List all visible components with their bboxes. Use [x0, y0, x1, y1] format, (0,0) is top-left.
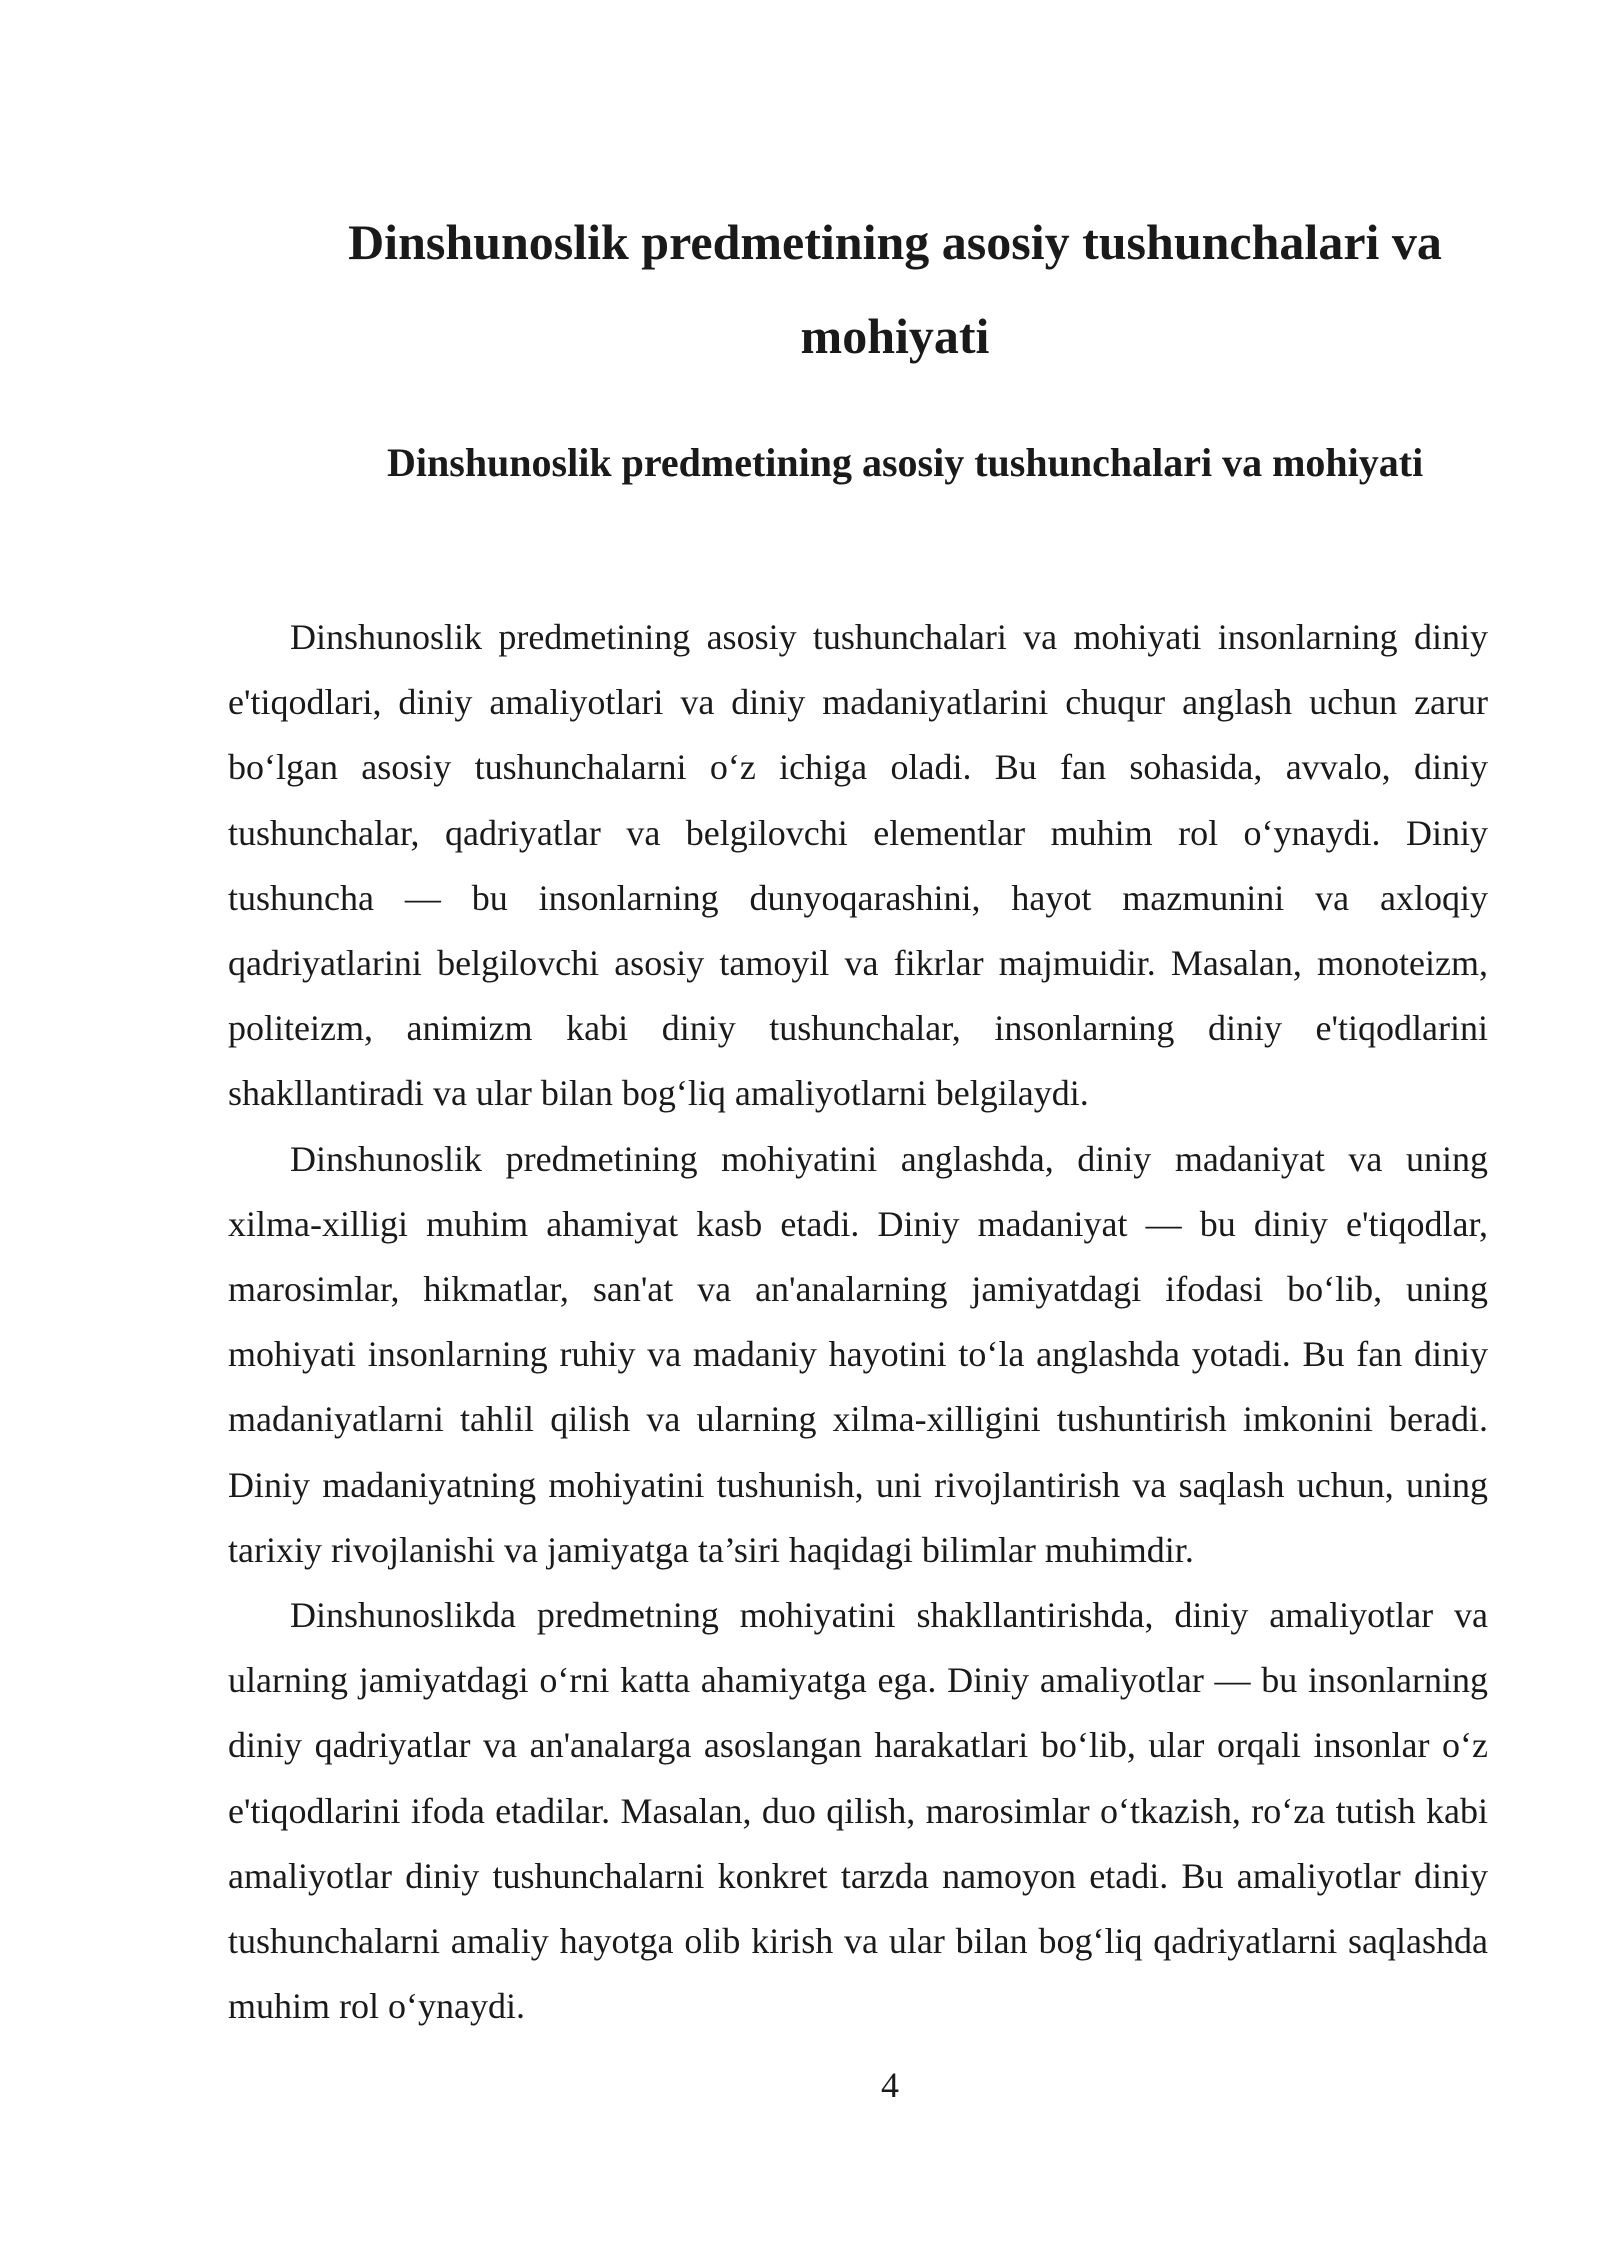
page-number: 4 — [881, 2065, 899, 2105]
paragraph-3: Dinshunoslikda predmetning mohiyatini shakllantirishda, diniy amaliyotlar va ularning jamiyatdagi o‘rni katta ahamiyatga ega. Diniy amaliyotlar — bu insonlarning diniy qadriyatlar va an'analarga asoslangan harakatlari bo‘lib, ular orqali insonlar o‘z e'tiqodlarini ifoda etadilar. Masalan, duo qilish, marosimlar o‘tkazish, ro‘za tutish kabi amaliyotlar diniy tushunchalarni konkret tarzda namoyon etadi. Bu amaliyotlar diniy tushunchalarni amaliy hayotga olib kirish va ular bilan bog‘liq qadriyatlarni saqlashda muhim rol o‘ynaydi. — [228, 1595, 1488, 2027]
paragraph-1: Dinshunoslik predmetining asosiy tushunchalari va mohiyati insonlarning diniy e'tiqodlari, diniy amaliyotlari va diniy madaniyatlarini chuqur anglash uchun zarur bo‘lgan asosiy tushunchalarni o‘z ichiga oladi. Bu fan sohasida, avvalo, diniy tushunchalar, qadriyatlar va belgilovchi elementlar muhim rol o‘ynaydi. Diniy tushuncha — bu insonlarning dunyoqarashini, hayot mazmunini va axloqiy qadriyatlarini belgilovchi asosiy tamoyil va fikrlar majmuidir. Masalan, monoteizm, politeizm, animizm kabi diniy tushunchalar, insonlarning diniy e'tiqodlarini shakllantiradi va ular bilan bog‘liq amaliyotlarni belgilaydi. — [228, 617, 1488, 1114]
body-text — [228, 605, 1488, 2039]
paragraph-2: Dinshunoslik predmetining mohiyatini anglashda, diniy madaniyat va uning xilma-xilligi muhim ahamiyat kasb etadi. Diniy madaniyat — bu diniy e'tiqodlar, marosimlar, hikmatlar, san'at va an'analarning jamiyatdagi ifodasi bo‘lib, uning mohiyati insonlarning ruhiy va madaniy hayotini to‘la anglashda yotadi. Bu fan diniy madaniyatlarni tahlil qilish va ularning xilma-xilligini tushuntirish imkonini beradi. Diniy madaniyatning mohiyatini tushunish, uni rivojlantirish va saqlash uchun, uning tarixiy rivojlanishi va jamiyatga ta’siri haqidagi bilimlar muhimdir. — [228, 1138, 1488, 1570]
page-title: Dinshunoslik predmetining asosiy tushunchalari va mohiyati — [348, 214, 1442, 364]
section-heading: Dinshunoslik predmetining asosiy tushunchalari va mohiyati — [387, 440, 1424, 485]
